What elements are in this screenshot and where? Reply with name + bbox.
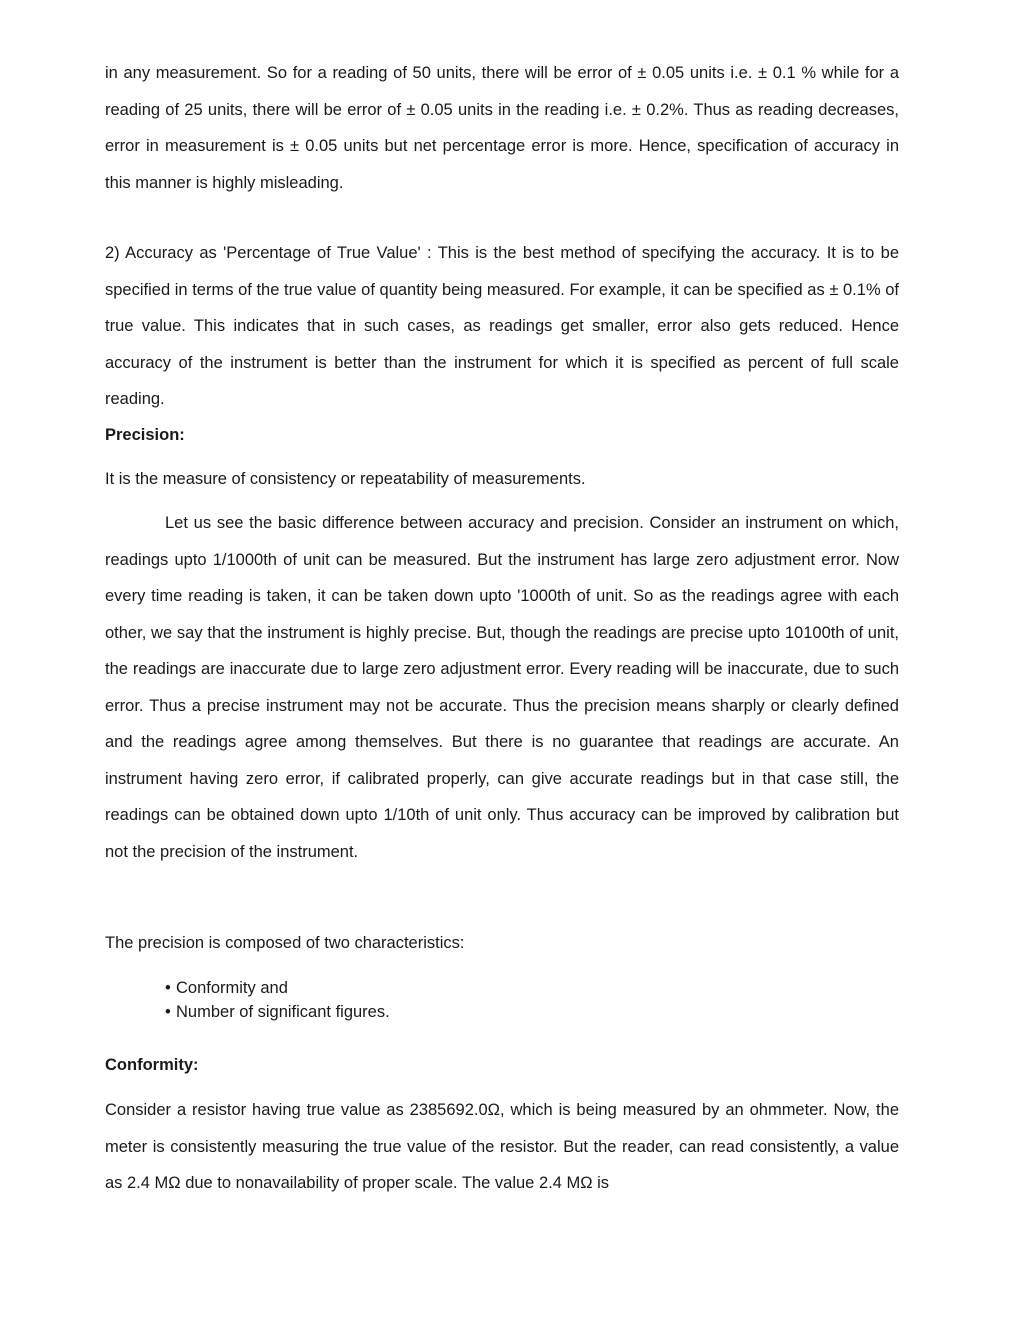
bullet-icon: • (165, 979, 171, 997)
precision-composed-intro: The precision is composed of two characteristics: (105, 934, 465, 952)
precision-definition: It is the measure of consistency or repeatability of measurements. (105, 470, 586, 488)
bullet-icon: • (165, 1003, 171, 1021)
list-item (165, 1000, 390, 1024)
list-item (165, 976, 390, 1000)
precision-characteristics-list (165, 976, 390, 1024)
heading-conformity: Conformity: (105, 1056, 199, 1074)
list-item-text: Number of significant figures. (176, 1003, 390, 1021)
heading-precision: Precision: (105, 426, 185, 444)
paragraph-accuracy-true-value: 2) Accuracy as 'Percentage of True Value' : This is the best method of specifying the accuracy. It is to be specified in terms of the true value of quantity being measured. For example, it can be specified as ± 0.1% of true value. This indicates that in such cases, as readings get smaller, error also gets reduced. Hence accuracy of the instrument is better than the instrument for which it is specified as percent of full scale reading. (105, 244, 899, 408)
paragraph-conformity: Consider a resistor having true value as 2385692.0Ω, which is being measured by an ohmmeter. Now, the meter is consistently measuring the true value of the resistor. But the reader, can read consistently, a value as 2.4 MΩ due to nonavailability of proper scale. The value 2.4 MΩ is (105, 1101, 899, 1192)
paragraph-accuracy-vs-precision: Let us see the basic difference between accuracy and precision. Consider an instrument on which, readings upto 1/1000th of unit can be measured. But the instrument has large zero adjustment error. Now every time reading is taken, it can be taken down upto '1000th of unit. So as the readings agree with each other, we say that the instrument is highly precise. But, though the readings are precise upto 10100th of unit, the readings are inaccurate due to large zero adjustment error. Every reading will be inaccurate, due to such error. Thus a precise instrument may not be accurate. Thus the precision means sharply or clearly defined and the readings agree among themselves. But there is no guarantee that readings are accurate. An instrument having zero error, if calibrated properly, can give accurate readings but in that case still, the readings can be obtained down upto 1/10th of unit only. Thus accuracy can be improved by calibration but not the precision of the instrument. (105, 514, 899, 861)
list-item-text: Conformity and (176, 979, 288, 997)
paragraph-accuracy-full-scale-continuation: in any measurement. So for a reading of 50 units, there will be error of ± 0.05 units i.e. ± 0.1 % while for a reading of 25 units, there will be error of ± 0.05 units in the reading i.e. ± 0.2%. Thus as reading decreases, error in measurement is ± 0.05 units but net percentage error is more. Hence, specification of accuracy in this manner is highly misleading. (105, 64, 899, 192)
